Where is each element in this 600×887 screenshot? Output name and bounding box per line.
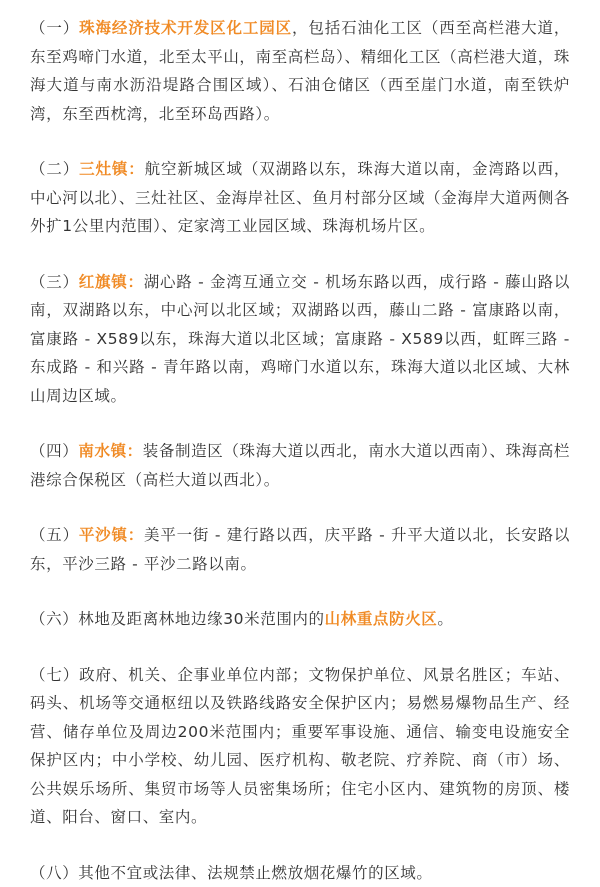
highlight-term: 南水镇： xyxy=(78,442,142,460)
paragraph-text: 航空新城区域（双湖路以东，珠海大道以南，金湾路以西，中心河以北）、三灶社区、金海岸社区、鱼月村部分区域（金海岸大道两侧各外扩1公里内范围）、定家湾工业园区域、珠海机场片区。 xyxy=(30,160,570,235)
paragraph-4 xyxy=(30,437,570,494)
paragraph-text: （八）其他不宜或法律、法规禁止燃放烟花爆竹的区域。 xyxy=(30,864,433,882)
highlight-term: 平沙镇： xyxy=(79,526,144,544)
paragraph-prefix: （五） xyxy=(30,526,79,544)
paragraph-3 xyxy=(30,268,570,411)
paragraph-text: 美平一街 - 建行路以西，庆平路 - 升平大道以北，长安路以东，平沙三路 - 平沙二路以南。 xyxy=(30,526,570,573)
highlight-term: 珠海经济技术开发区化工园区 xyxy=(79,19,292,37)
paragraph-7 xyxy=(30,661,570,832)
paragraph-text: ，包括石油化工区（西至高栏港大道，东至鸡啼门水道，北至太平山，南至高栏岛）、精细化工区（高栏港大道，珠海大道与南水沥沿堤路合围区域）、石油仓储区（西至崖门水道，南至铁炉湾，东至西枕湾，北至环岛西路）。 xyxy=(30,19,570,123)
paragraph-prefix: （一） xyxy=(30,19,79,37)
paragraph-text: 装备制造区（珠海大道以西北，南水大道以西南）、珠海高栏港综合保税区（高栏大道以西北）。 xyxy=(30,442,570,489)
paragraph-prefix: （三） xyxy=(30,273,79,291)
paragraph-1 xyxy=(30,14,570,128)
paragraph-prefix: （二） xyxy=(30,160,79,178)
paragraph-prefix: （六）林地及距离林地边缘30米范围内的 xyxy=(30,610,325,628)
paragraph-text: 湖心路 - 金湾互通立交 - 机场东路以西，成行路 - 藤山路以南，双湖路以东，中心河以北区域；双湖路以西，藤山二路 - 富康路以南，富康路 - X589以东，珠海大道以北区域；富康路 - X589以西，虹晖三路 - 东成路 - 和兴路 - 青年路以南，鸡啼门水道以东，珠海大道以北区域、大林山周边区域。 xyxy=(30,273,570,405)
highlight-term: 三灶镇： xyxy=(79,160,144,178)
paragraph-5 xyxy=(30,521,570,578)
highlight-term: 山林重点防火区 xyxy=(325,610,438,628)
paragraph-prefix: （四） xyxy=(30,442,78,460)
paragraph-8 xyxy=(30,859,570,887)
paragraph-6 xyxy=(30,605,570,634)
paragraph-text: （七）政府、机关、企事业单位内部；文物保护单位、风景名胜区；车站、码头、机场等交通枢纽以及铁路线路安全保护区内；易燃易爆物品生产、经营、储存单位及周边200米范围内；重要军事设施、通信、输变电设施安全保护区内；中小学校、幼儿园、医疗机构、敬老院、疗养院、商（市）场、公共娱乐场所、集贸市场等人员密集场所；住宅小区内、建筑物的房顶、楼道、阳台、窗口、室内。 xyxy=(30,666,570,827)
paragraph-text: 。 xyxy=(437,610,453,628)
highlight-term: 红旗镇： xyxy=(79,273,144,291)
paragraph-2 xyxy=(30,155,570,241)
